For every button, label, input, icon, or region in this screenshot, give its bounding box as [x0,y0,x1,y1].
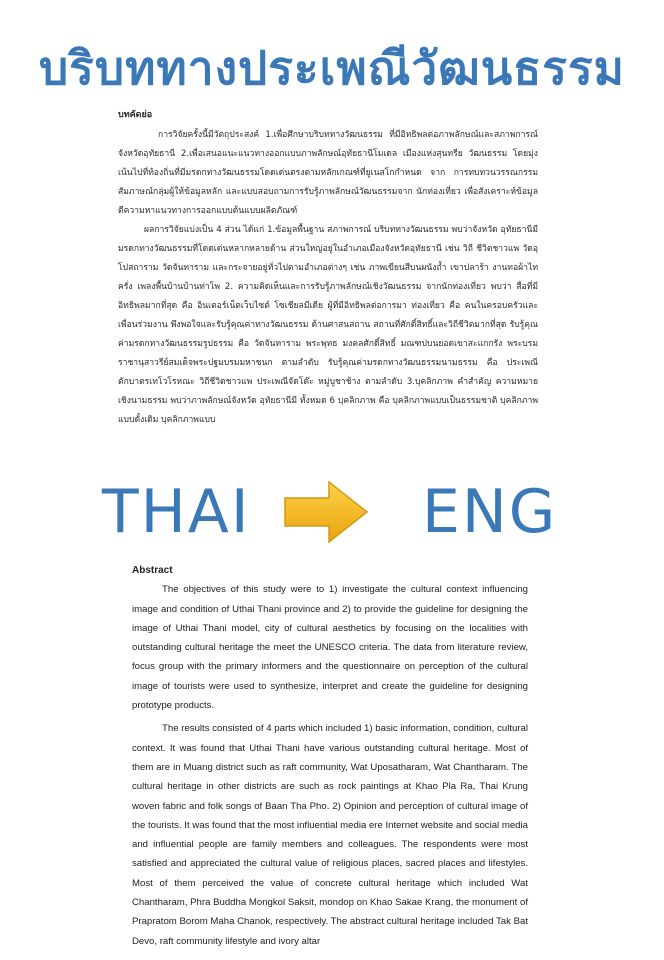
source-language-label: THAI [102,477,251,547]
target-language-label: ENG [422,477,558,547]
thai-abstract-paragraph-2: ผลการวิจัยแบ่งเป็น 4 ส่วน ได้แก่ 1.ข้อมูลพื้นฐาน สภาพการณ์ บริบททางวัฒนธรรม พบว่าจังหวัด อุทัยธานีมีมรดกทางวัฒนธรรมที่โดดเด่นหลากหลายด้าน ส่วนใหญ่อยู่ในอำเภอเมืองจังหวัดอุทัยธานี เช่น วิถี ชีวิตชาวแพ วัดอุโปสถาราม วัดจันทาราม และกระจายอยู่ทั่วไปตามอำเภอต่างๆ เช่น ภาพเขียนสีบนผนังถ้ำ เขาปลาร้า งานทอผ้าไทครั่ง เพลงพื้นบ้านบ้านท่าโพ 2. ความคิดเห็นและการรับรู้ภาพลักษณ์เชิงวัฒนธรรม จากนักท่องเที่ยว พบว่า สื่อที่มีอิทธิพลมากที่สุด คือ อินเตอร์เน็ตเว็บไซต์ โซเชียลมีเดีย ผู้ที่มีอิทธิพลต่อการมา ท่องเที่ยว คือ คนในครอบครัวและเพื่อนร่วมงาน พึงพอใจและรับรู้คุณค่าทางวัฒนธรรม ด้านศาสนสถาน สถานที่ศักดิ์สิทธิ์และวิถีชีวิตมากที่สุด รับรู้คุณค่ามรดกทางวัฒนธรรมรูปธรรม คือ วัดจันทาราม พระพุทธ มงคลศักดิ์สิทธิ์ มณฑปบนยอดเขาสะแกกรัง พระบรมราชานุสาวรีย์สมเด็จพระปฐมบรมมหาชนก ตามลำดับ รับรู้คุณค่ามรดกทางวัฒนธรรมนามธรรม คือ ประเพณีตักบาตรเทโวโรหณะ วิถีชีวิตชาวแพ ประเพณีจัดโต๊ะ หมู่บูชาช้าง ตามลำดับ 3.บุคลิกภาพ คำสำคัญ ความหมายเชิงนามธรรม พบว่าภาพลักษณ์จังหวัด อุทัยธานีมี ทั้งหมด 6 บุคลิกภาพ คือ บุคลิกภาพแบบเป็นธรรมชาติ บุคลิกภาพแบบดั้งเดิม บุคลิกภาพแบบ [118,225,538,425]
english-abstract-heading: Abstract [132,565,173,576]
page-title: บริบททางประเพณีวัฒนธรรม [38,41,625,95]
thai-abstract-heading: บทคัดย่อ [118,110,153,120]
thai-abstract-document [118,106,538,430]
english-abstract-paragraph-2: The results consisted of 4 parts which included 1) basic information, condition, cultural context. It was found that Uthai Thani have various outstanding cultural heritage. Most of them are in Muang district such as raft community, Wat Uposatharam, Wat Chantharam. The cultural heritage in other districts are such as rock paintings at Khao Pla Ra, Thai Krung woven fabric and folk songs of Baan Tha Pho. 2) Opinion and perception of cultural image of the tourists. It was found that the most influential media ere Internet website and social media and influential people are family members and colleagues. The respondents were most satisfied and appreciated the cultural value of religious places, sacred places and lifestyles. Most of them perceived the value of concrete cultural heritage which included Wat Chantharam, Phra Buddha Mongkol Saksit, mondop on Khao Sakae Krang, the monument of Prapratom Borom Maha Chanok, respectively. The abstract cultural heritage included Tak Bat Devo, raft community lifestyle and ivory altar [132,723,528,947]
right-arrow-icon [283,480,369,544]
english-abstract-document [132,561,528,955]
thai-abstract-paragraph-1: การวิจัยครั้งนี้มีวัตถุประสงค์ 1.เพื่อศึกษาบริบททางวัฒนธรรม ที่มีอิทธิพลต่อภาพลักษณ์และสภาพการณ์ จังหวัดอุทัยธานี 2.เพื่อเสนอแนะแนวทางออกแบบภาพลักษณ์อุทัยธานีโมเดล เมืองแห่งสุนทรีย วัฒนธรรม โดยมุ่งเน้นไปที่ท้องถิ่นที่มีมรดกทางวัฒนธรรมโดดเด่นตรงตามหลักเกณฑ์ที่ยูเนสโกกำหนด จาก การทบทวนวรรณกรรม สัมภาษณ์กลุ่มผู้ให้ข้อมูลหลัก และแบบสอบถามการรับรู้ภาพลักษณ์วัฒนธรรมจาก นักท่องเที่ยว เพื่อสังเคราะห์ข้อมูลตีความหาแนวทางการออกแบบต้นแบบผลิตภัณฑ์ [118,130,538,216]
translation-banner [0,470,664,560]
english-abstract-paragraph-1: The objectives of this study were to 1) investigate the cultural context influencing image and condition of Uthai Thani province and 2) to provide the guideline for designing the image of Uthai Thani model, city of cultural aesthetics by focusing on the localities with outstanding cultural heritage the meet the UNESCO criteria. The data from literature review, focus group with the primary informers and the questionnaire on perception of the cultural image of tourists were used to synthesize, interpret and create the guideline for designing prototype products. [132,584,528,712]
